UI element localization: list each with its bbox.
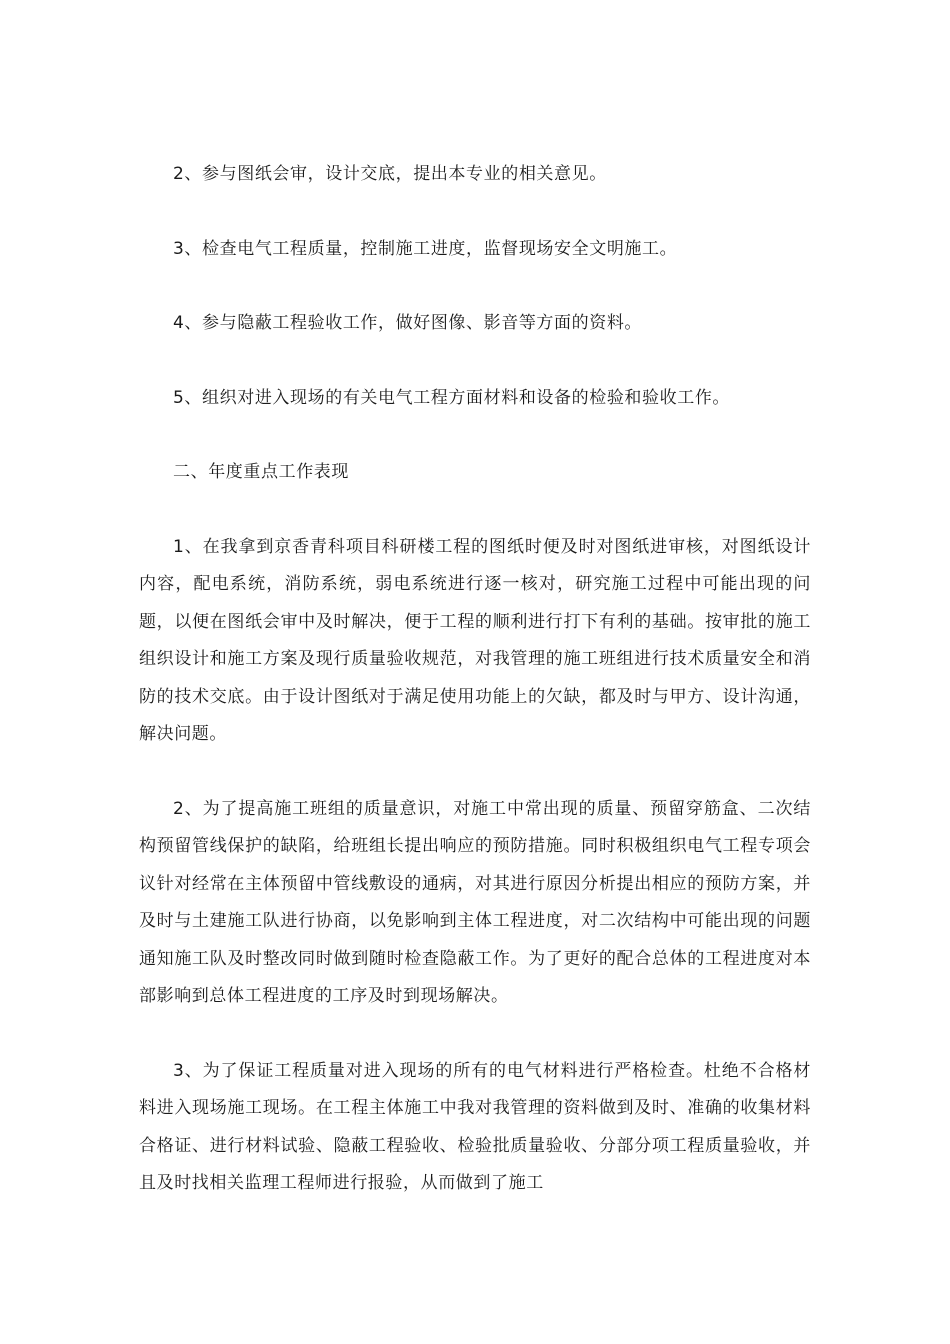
paragraph-spacer xyxy=(139,343,811,380)
paragraph-work-2: 2、为了提高施工班组的质量意识，对施工中常出现的质量、预留穿筋盒、二次结构预留管线保护的缺陷，给班组长提出响应的预防措施。同时积极组织电气工程专项会议针对经常在主体预留中管线敷设的通病，对其进行原因分析提出相应的预防方案，并及时与土建施工队进行协商，以免影响到主体工程进度，对二次结构中可能出现的问题通知施工队及时整改同时做到随时检查隐蔽工作。为了更好的配合总体的工程进度对本部影响到总体工程进度的工序及时到现场解决。 xyxy=(139,798,811,1006)
paragraph-work-1: 1、在我拿到京香青科项目科研楼工程的图纸时便及时对图纸进审核，对图纸设计内容，配电系统，消防系统，弱电系统进行逐一核对，研究施工过程中可能出现的问题，以便在图纸会审中及时解决，便于工程的顺利进行打下有利的基础。按审批的施工组织设计和施工方案及现行质量验收规范，对我管理的施工班组进行技术质量安全和消防的技术交底。由于设计图纸对于满足使用功能上的欠缺，都及时与甲方、设计沟通，解决问题。 xyxy=(139,536,811,744)
paragraph-duty-5: 5、组织对进入现场的有关电气工程方面材料和设备的检验和验收工作。 xyxy=(173,387,731,408)
paragraph-spacer xyxy=(139,194,811,231)
section-heading-annual-work: 二、年度重点工作表现 xyxy=(173,462,349,482)
document-body xyxy=(139,156,811,1203)
paragraph-duty-2: 2、参与图纸会审，设计交底，提出本专业的相关意见。 xyxy=(173,164,607,184)
paragraph-spacer xyxy=(139,268,811,305)
paragraph-spacer xyxy=(139,492,811,529)
paragraph-duty-4: 4、参与隐蔽工程验收工作，做好图像、影音等方面的资料。 xyxy=(173,313,643,333)
paragraph-spacer xyxy=(139,1016,811,1053)
paragraph-spacer xyxy=(139,417,811,454)
paragraph-duty-3: 3、检查电气工程质量，控制施工进度，监督现场安全文明施工。 xyxy=(173,238,678,259)
paragraph-spacer xyxy=(139,754,811,791)
paragraph-work-3: 3、为了保证工程质量对进入现场的所有的电气材料进行严格检查。杜绝不合格材料进入现场施工现场。在工程主体施工中我对我管理的资料做到及时、准确的收集材料合格证、进行材料试验、隐蔽工程验收、检验批质量验收、分部分项工程质量验收，并且及时找相关监理工程师进行报验，从而做到了施工 xyxy=(139,1060,811,1193)
